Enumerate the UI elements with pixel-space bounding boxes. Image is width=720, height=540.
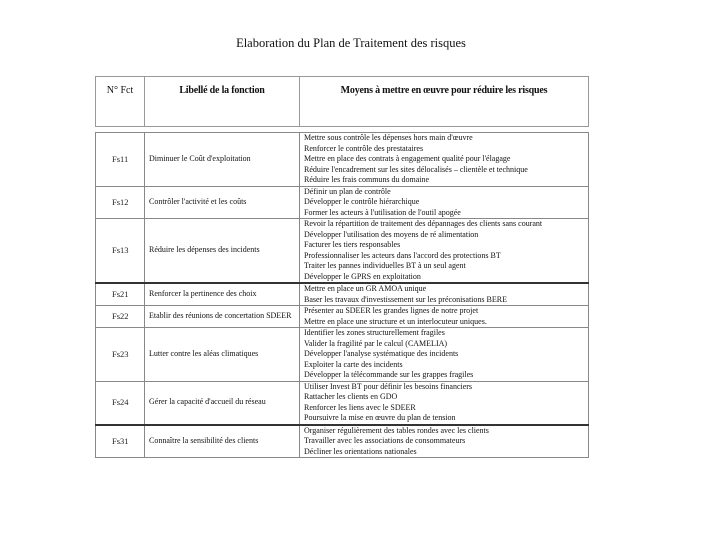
header-function-label: Libellé de la fonction [145,77,300,126]
function-label: Renforcer la pertinence des choix [145,283,300,306]
function-code: Fs13 [96,219,145,284]
table-row [96,186,589,219]
header-means: Moyens à mettre en œuvre pour réduire les risques [340,85,548,96]
function-label: Connaître la sensibilité des clients [145,425,300,458]
means-item: Renforcer le contrôle des prestataires [304,143,424,153]
function-label: Gérer la capacité d'accueil du réseau [145,381,300,425]
means-item: Former les acteurs à l'utilisation de l'outil apogée [304,207,461,217]
risk-treatment-table [95,132,589,458]
means-item: Baser les travaux d'investissement sur les préconisations BERE [304,294,507,304]
means-item: Professionnaliser les acteurs dans l'accord des protections BT [304,250,501,260]
means-item: Réduire les frais communs du domaine [304,175,430,184]
means-item: Mettre en place une structure et un interlocuteur uniques. [304,316,487,326]
function-code: Fs21 [96,283,145,306]
means-item: Utiliser Invest BT pour définir les besoins financiers [304,381,473,391]
function-label: Lutter contre les aléas climatiques [145,328,300,382]
means-item: Rattacher les clients en GDO [304,392,398,401]
function-label: Diminuer le Coût d'exploitation [145,133,300,187]
page-title: Elaboration du Plan de Traitement des risques [236,36,466,50]
function-code: Fs11 [96,133,145,187]
table-row [96,283,589,306]
means-item: Organiser régulièrement des tables rondes avec les clients [304,425,489,435]
means-list [300,283,589,306]
means-item: Développer l'utilisation des moyens de ré alimentation [304,229,479,239]
means-item: Développer le contrôle hiérarchique [304,197,420,206]
function-label: Réduire les dépenses des incidents [145,219,300,284]
means-item: Réduire l'encadrement sur les sites délocalisés – clientèle et technique [304,164,528,174]
table-row [96,219,589,284]
table-row [96,133,589,187]
means-item: Développer l'analyse systématique des incidents [304,349,459,358]
means-item: Mettre sous contrôle les dépenses hors main d'œuvre [304,133,473,142]
function-label: Etablir des réunions de concertation SDEER [145,306,300,328]
means-item: Identifier les zones structurellement fragiles [304,328,445,337]
means-item: Décliner les orientations nationales [304,446,417,456]
means-item: Poursuivre la mise en œuvre du plan de tension [304,413,456,422]
means-item: Mettre en place un GR AMOA unique [304,284,427,293]
function-label: Contrôler l'activité et les coûts [145,186,300,219]
means-item: Facturer les tiers responsables [304,240,401,249]
table-row [96,381,589,425]
means-item: Valider la fragilité par le calcul (CAMELIA) [304,338,448,348]
means-list [300,306,589,328]
function-code: Fs22 [96,306,145,328]
table-row [96,328,589,382]
means-list [300,328,589,382]
means-list [300,381,589,425]
means-item: Mettre en place des contrats à engagement qualité pour l'élagage [304,154,511,163]
function-code: Fs23 [96,328,145,382]
table-header [95,76,589,127]
means-item: Revoir la répartition de traitement des dépannages des clients sans courant [304,219,543,228]
means-item: Travailler avec les associations de consommateurs [304,436,466,445]
means-item: Présenter au SDEER les grandes lignes de notre projet [304,306,479,315]
table-row [96,425,589,458]
function-code: Fs31 [96,425,145,458]
means-list [300,133,589,187]
means-list [300,186,589,219]
means-item: Renforcer les liens avec le SDEER [304,402,416,412]
header-function-number: N° Fct [96,77,145,126]
means-list [300,425,589,458]
means-item: Définir un plan de contrôle [304,186,391,196]
means-list [300,219,589,284]
table-row [96,306,589,328]
function-code: Fs24 [96,381,145,425]
means-item: Traiter les pannes individuelles BT à un seul agent [304,261,466,270]
function-code: Fs12 [96,186,145,219]
means-item: Développer la télécommande sur les grappes fragiles [304,370,474,379]
means-item: Développer le GPRS en exploitation [304,271,421,281]
means-item: Exploiter la carte des incidents [304,359,403,369]
